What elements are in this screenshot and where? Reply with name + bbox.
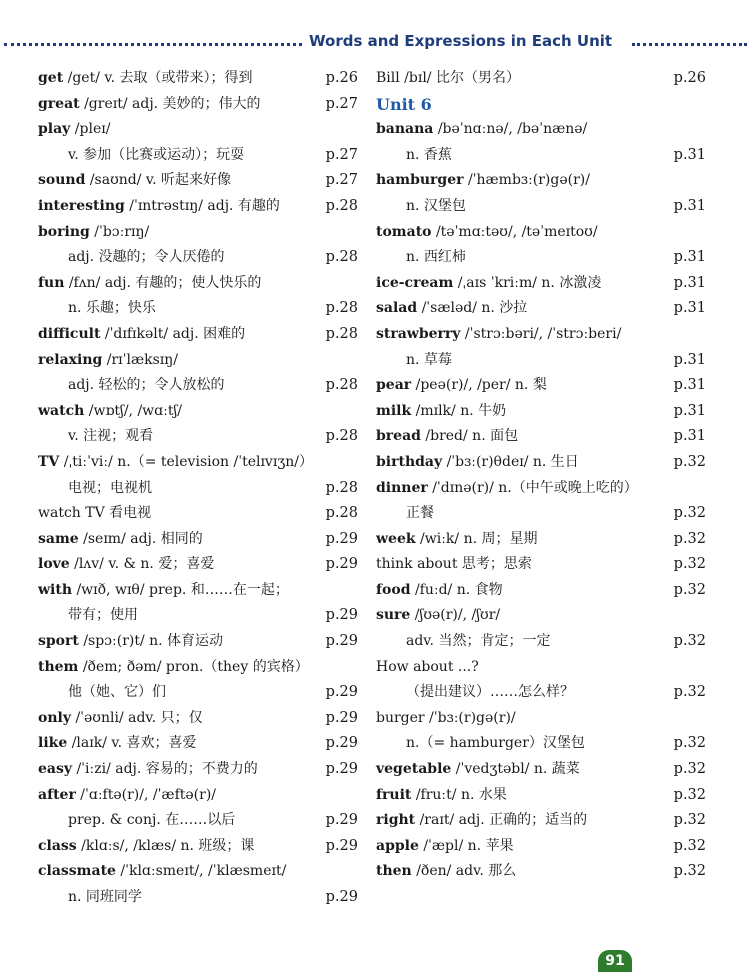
entry-text: n. 草莓 xyxy=(406,351,452,368)
page-reference: p.29 xyxy=(325,889,358,905)
headword: vegetable xyxy=(376,761,452,778)
page-reference: p.28 xyxy=(325,197,358,214)
entry-text: adj. 没趣的；令人厌倦的 xyxy=(68,249,225,266)
entry-line xyxy=(376,680,706,706)
entry-text: /spɔː(r)t/ n. 体育运动 xyxy=(83,633,224,650)
entry-line xyxy=(38,859,358,885)
entry-line xyxy=(38,194,358,220)
page-reference: p.31 xyxy=(673,351,706,368)
page-reference: p.29 xyxy=(325,530,358,547)
entry-text: /rɪˈlæksɪŋ/ xyxy=(106,351,179,368)
headword: milk xyxy=(376,402,412,419)
right-column-top xyxy=(376,66,706,92)
entry-line xyxy=(38,117,358,143)
page-reference: p.28 xyxy=(325,300,358,317)
page-reference: p.31 xyxy=(673,300,706,317)
entry-line xyxy=(38,731,358,757)
headword: play xyxy=(38,121,71,138)
entry-text: /lʌv/ v. & n. 爱；喜爱 xyxy=(74,556,215,573)
headword: then xyxy=(376,863,412,880)
entry-text: How about ...? xyxy=(376,658,479,675)
page-reference: p.29 xyxy=(325,761,358,778)
unit-title: Unit 6 xyxy=(376,94,432,114)
entry-text: /ˈdɪfɪkəlt/ adj. 困难的 xyxy=(104,325,246,342)
headword: right xyxy=(376,812,416,829)
headword: food xyxy=(376,581,411,598)
entry-line xyxy=(376,552,706,578)
entry-line xyxy=(376,143,706,169)
headword: difficult xyxy=(38,325,101,342)
entry-text: /peə(r)/, /per/ n. 梨 xyxy=(415,377,547,394)
entry-text: /seɪm/ adj. 相同的 xyxy=(83,530,203,547)
entry-line xyxy=(38,706,358,732)
headword: banana xyxy=(376,121,434,138)
entry-line xyxy=(376,731,706,757)
entry-text: think about 思考；思索 xyxy=(376,556,532,573)
entry-text: /ˌaɪs ˈkriːm/ n. 冰激凌 xyxy=(457,274,602,291)
entry-text: n. 香蕉 xyxy=(406,146,452,163)
entry-text: burger /ˈbɜː(r)gə(r)/ xyxy=(376,709,516,726)
running-header xyxy=(0,30,751,58)
entry-text: /ˈhæmbɜː(r)gə(r)/ xyxy=(467,172,590,189)
headword: hamburger xyxy=(376,172,464,189)
entry-text: adj. 轻松的；令人放松的 xyxy=(68,377,225,394)
entry-line xyxy=(376,706,706,732)
entry-line xyxy=(376,476,706,502)
page-reference: p.27 xyxy=(325,146,358,163)
entry-line xyxy=(38,168,358,194)
entry-text: /ðem; ðəm/ pron.（they 的宾格） xyxy=(82,658,309,675)
entry-text: /ˈbɜː(r)θdeɪ/ n. 生日 xyxy=(446,453,579,470)
entry-line xyxy=(376,348,706,374)
headword: easy xyxy=(38,761,72,778)
entry-line xyxy=(38,527,358,553)
entry-line xyxy=(376,296,706,322)
page-reference: p.32 xyxy=(673,735,706,752)
entry-line xyxy=(38,92,358,118)
entry-line xyxy=(376,399,706,425)
headword: same xyxy=(38,530,79,547)
page-reference: p.29 xyxy=(325,633,358,650)
page-reference: p.31 xyxy=(673,249,706,266)
headword: birthday xyxy=(376,453,443,470)
header-dotted-rule-right xyxy=(632,43,747,46)
entry-text: prep. & conj. 在……以后 xyxy=(68,812,236,829)
page-reference: p.31 xyxy=(673,377,706,394)
entry-line xyxy=(376,859,706,885)
entry-text: /greɪt/ adj. 美妙的；伟大的 xyxy=(84,95,261,112)
entry-text: /mɪlk/ n. 牛奶 xyxy=(415,402,507,419)
headword: with xyxy=(38,581,73,598)
page-number-badge: 91 xyxy=(598,950,632,972)
page-reference: p.32 xyxy=(673,530,706,547)
headword: sound xyxy=(38,172,86,189)
entry-line xyxy=(376,501,706,527)
entry-text: /ˈdɪnə(r)/ n.（中午或晚上吃的） xyxy=(432,479,638,496)
entry-text: /ʃʊə(r)/, /ʃʊr/ xyxy=(414,607,501,624)
headword: sure xyxy=(376,607,411,624)
entry-line xyxy=(38,501,358,527)
entry-line xyxy=(376,194,706,220)
entry-line xyxy=(38,655,358,681)
entry-text: 正餐 xyxy=(406,505,434,522)
entry-text: Bill /bɪl/ 比尔（男名） xyxy=(376,70,520,86)
page-reference: p.32 xyxy=(673,786,706,803)
entry-line xyxy=(376,655,706,681)
page-reference: p.31 xyxy=(673,274,706,291)
entry-line xyxy=(376,834,706,860)
page-reference: p.31 xyxy=(673,146,706,163)
entry-text: n.（= hamburger）汉堡包 xyxy=(406,735,585,752)
entry-text: 他（她、它）们 xyxy=(68,684,166,701)
entry-text: /fuːd/ n. 食物 xyxy=(414,581,503,598)
entry-text: /bred/ n. 面包 xyxy=(425,428,519,445)
entry-text: /ˌtiːˈviː/ n.（= television /ˈtelɪvɪʒn/） xyxy=(63,453,313,470)
entry-text: /fruːt/ n. 水果 xyxy=(415,786,507,803)
headword: fun xyxy=(38,274,65,291)
headword: tomato xyxy=(376,223,432,240)
entry-line xyxy=(38,66,358,92)
headword: week xyxy=(376,530,416,547)
entry-line xyxy=(38,245,358,271)
page-reference: p.29 xyxy=(325,556,358,573)
page-reference: p.28 xyxy=(325,428,358,445)
entry-line xyxy=(38,424,358,450)
headword: dinner xyxy=(376,479,428,496)
entry-line xyxy=(376,220,706,246)
entry-text: /wɒtʃ/, /wɑːtʃ/ xyxy=(88,402,182,419)
entry-text: /bəˈnɑːnə/, /bəˈnænə/ xyxy=(437,121,588,138)
entry-line xyxy=(38,885,358,911)
page-reference: p.29 xyxy=(325,735,358,752)
entry-text: /saʊnd/ v. 听起来好像 xyxy=(89,172,232,189)
entry-text: /ˈstrɔːbəri/, /ˈstrɔːberi/ xyxy=(464,325,622,342)
headword: relaxing xyxy=(38,351,103,368)
headword: them xyxy=(38,658,79,675)
entry-text: /klɑːs/, /klæs/ n. 班级；课 xyxy=(81,837,255,854)
headword: classmate xyxy=(38,863,116,880)
entry-line xyxy=(38,322,358,348)
entry-line xyxy=(376,578,706,604)
entry-text: /raɪt/ adj. 正确的；适当的 xyxy=(419,812,588,829)
page-reference: p.31 xyxy=(673,197,706,214)
entry-line xyxy=(376,757,706,783)
left-column xyxy=(38,66,358,911)
page-reference: p.31 xyxy=(673,402,706,419)
entry-text: watch TV 看电视 xyxy=(38,505,152,522)
entry-text: 带有；使用 xyxy=(68,607,138,624)
entry-line xyxy=(38,783,358,809)
entry-line xyxy=(38,680,358,706)
page-reference: p.32 xyxy=(673,556,706,573)
headword: apple xyxy=(376,837,419,854)
page-reference: p.32 xyxy=(673,812,706,829)
page-reference: p.32 xyxy=(673,505,706,522)
entry-line xyxy=(38,271,358,297)
entry-line xyxy=(376,808,706,834)
headword: sport xyxy=(38,633,79,650)
headword: great xyxy=(38,95,80,112)
entry-line xyxy=(38,578,358,604)
entry-text: /ˈəʊnli/ adv. 只；仅 xyxy=(75,709,203,726)
entry-line xyxy=(376,629,706,655)
entry-line xyxy=(376,373,706,399)
entry-line xyxy=(38,348,358,374)
headword: get xyxy=(38,70,64,86)
entry-line xyxy=(38,220,358,246)
entry-text: v. 参加（比赛或运动）；玩耍 xyxy=(68,146,245,163)
entry-line xyxy=(376,117,706,143)
entry-line xyxy=(376,322,706,348)
page-reference: p.29 xyxy=(325,812,358,829)
headword: only xyxy=(38,709,71,726)
entry-text: （提出建议）……怎么样？ xyxy=(406,684,574,701)
entry-line xyxy=(376,527,706,553)
page-reference: p.26 xyxy=(325,70,358,86)
entry-line xyxy=(38,603,358,629)
entry-line xyxy=(376,450,706,476)
entry-text: n. 同班同学 xyxy=(68,889,142,905)
page-reference: p.29 xyxy=(325,709,358,726)
entry-text: /wiːk/ n. 周；星期 xyxy=(420,530,538,547)
headword: bread xyxy=(376,428,421,445)
entry-text: v. 注视；观看 xyxy=(68,428,154,445)
page-reference: p.32 xyxy=(673,761,706,778)
headword: watch xyxy=(38,402,85,419)
entry-line xyxy=(38,143,358,169)
entry-line xyxy=(38,834,358,860)
entry-line xyxy=(38,808,358,834)
entry-line xyxy=(376,66,706,92)
page-reference: p.28 xyxy=(325,479,358,496)
entry-text: adv. 当然；肯定；一定 xyxy=(406,633,551,650)
entry-line xyxy=(38,373,358,399)
page-reference: p.27 xyxy=(325,172,358,189)
entry-line xyxy=(38,399,358,425)
entry-text: /laɪk/ v. 喜欢；喜爱 xyxy=(71,735,197,752)
headword: after xyxy=(38,786,76,803)
headword: TV xyxy=(38,453,60,470)
page-reference: p.32 xyxy=(673,684,706,701)
headword: interesting xyxy=(38,197,125,214)
headword: pear xyxy=(376,377,412,394)
page-reference: p.28 xyxy=(325,249,358,266)
headword: strawberry xyxy=(376,325,461,342)
entry-line xyxy=(376,424,706,450)
entry-text: /ˈklɑːsmeɪt/, /ˈklæsmeɪt/ xyxy=(120,863,287,880)
entry-text: /ˈɪntrəstɪŋ/ adj. 有趣的 xyxy=(129,197,280,214)
page-reference: p.28 xyxy=(325,377,358,394)
entry-line xyxy=(38,552,358,578)
entry-text: /fʌn/ adj. 有趣的；使人快乐的 xyxy=(68,274,262,291)
headword: class xyxy=(38,837,77,854)
entry-text: 电视；电视机 xyxy=(68,479,152,496)
entry-text: /ˈiːzi/ adj. 容易的；不费力的 xyxy=(76,761,258,778)
header-dotted-rule-left xyxy=(4,43,302,46)
headword: ice-cream xyxy=(376,274,454,291)
entry-text: /ˈbɔːrɪŋ/ xyxy=(94,223,150,240)
entry-text: /wɪð, wɪθ/ prep. 和……在一起； xyxy=(76,581,289,598)
page-reference: p.32 xyxy=(673,581,706,598)
entry-line xyxy=(38,476,358,502)
right-column-entries xyxy=(376,117,706,885)
entry-text: n. 西红柿 xyxy=(406,249,466,266)
page-reference: p.29 xyxy=(325,837,358,854)
entry-line xyxy=(376,168,706,194)
entry-line xyxy=(376,271,706,297)
page-reference: p.29 xyxy=(325,684,358,701)
entry-line xyxy=(376,783,706,809)
page-reference: p.28 xyxy=(325,505,358,522)
page-reference: p.27 xyxy=(325,95,358,112)
page-reference: p.31 xyxy=(673,428,706,445)
entry-text: n. 乐趣；快乐 xyxy=(68,300,156,317)
headword: salad xyxy=(376,300,418,317)
entry-text: /get/ v. 去取（或带来）；得到 xyxy=(67,70,253,86)
headword: love xyxy=(38,556,70,573)
entry-text: /pleɪ/ xyxy=(74,121,111,138)
entry-text: /ˈsæləd/ n. 沙拉 xyxy=(421,300,528,317)
entry-line xyxy=(376,603,706,629)
entry-text: n. 汉堡包 xyxy=(406,197,466,214)
entry-line xyxy=(38,757,358,783)
entry-text: /ðen/ adv. 那么 xyxy=(416,863,517,880)
entry-line xyxy=(38,296,358,322)
entry-line xyxy=(38,629,358,655)
page-reference: p.32 xyxy=(673,837,706,854)
page-reference: p.26 xyxy=(673,70,706,86)
header-title: Words and Expressions in Each Unit xyxy=(309,32,613,50)
page-reference: p.29 xyxy=(325,607,358,624)
page-reference: p.32 xyxy=(673,863,706,880)
entry-line xyxy=(38,450,358,476)
headword: boring xyxy=(38,223,90,240)
headword: fruit xyxy=(376,786,412,803)
page-reference: p.28 xyxy=(325,325,358,342)
entry-text: /təˈmɑːtəʊ/, /təˈmeɪtoʊ/ xyxy=(435,223,598,240)
page-reference: p.32 xyxy=(673,633,706,650)
entry-line xyxy=(376,245,706,271)
entry-text: /ˈvedʒtəbl/ n. 蔬菜 xyxy=(455,761,580,778)
entry-text: /ˈɑːftə(r)/, /ˈæftə(r)/ xyxy=(80,786,217,803)
page-reference: p.32 xyxy=(673,453,706,470)
entry-text: /ˈæpl/ n. 苹果 xyxy=(423,837,514,854)
right-column xyxy=(376,66,706,885)
headword: like xyxy=(38,735,68,752)
